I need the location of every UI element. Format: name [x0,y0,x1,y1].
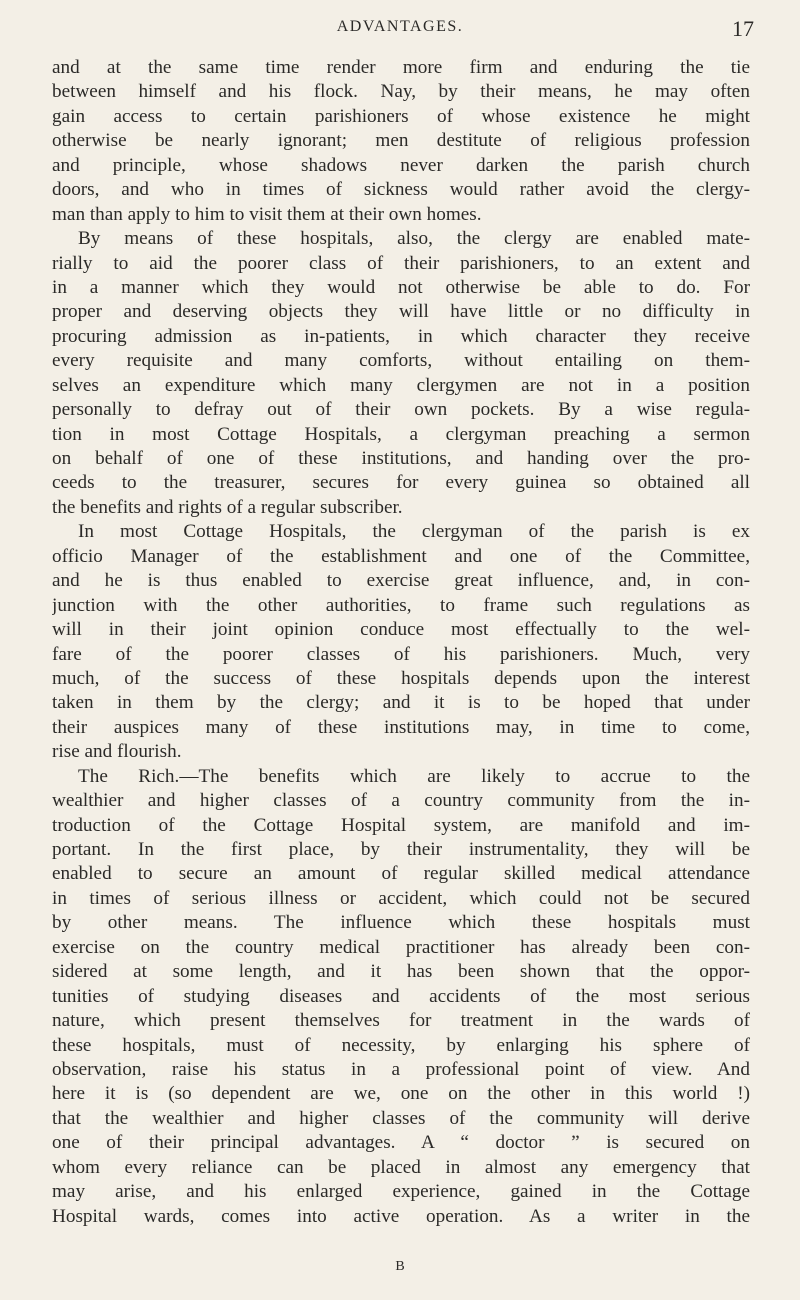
text-line: one of their principal advantages. A “ doctor ” is secured on [52,1132,750,1154]
text-line: whom every reliance can be placed in almost any emergency that [52,1156,750,1178]
text-line: the benefits and rights of a regular subscriber. [52,496,403,518]
text-line: and at the same time render more firm and enduring the tie [52,57,750,78]
text-line: will in their joint opinion conduce most effectually to the wel- [52,619,750,641]
text-line: sidered at some length, and it has been shown that the oppor- [52,961,750,983]
text-line: officio Manager of the establishment and one of the Committee, [52,545,750,567]
text-line: between himself and his flock. Nay, by their means, he may often [52,81,750,103]
text-line: by other means. The influence which these hospitals must [52,912,750,934]
text-line: enabled to secure an amount of regular skilled medical attendance [52,863,750,885]
text-line: troduction of the Cottage Hospital system, are manifold and im- [52,814,750,836]
text-line: doors, and who in times of sickness would rather avoid the clergy- [52,179,750,201]
text-line: junction with the other authorities, to frame such regulations as [52,594,750,616]
text-line: much, of the success of these hospitals depends upon the interest [52,667,750,689]
text-line: observation, raise his status in a professional point of view. And [52,1058,750,1080]
text-line: ceeds to the treasurer, secures for every guinea so obtained all [52,472,750,494]
text-line: rially to aid the poorer class of their parishioners, to an extent and [52,252,750,274]
text-line: and principle, whose shadows never darken the parish church [52,154,750,176]
text-line: fare of the poorer classes of his parishioners. Much, very [52,643,750,665]
text-line: taken in them by the clergy; and it is to be hoped that under [52,692,750,714]
text-line: personally to defray out of their own pockets. By a wise regula- [52,399,750,421]
text-line: otherwise be nearly ignorant; men destitute of religious profession [52,130,750,152]
text-line: every requisite and many comforts, without entailing on them- [52,350,750,372]
text-line: nature, which present themselves for treatment in the wards of [52,1010,750,1032]
text-line: proper and deserving objects they will have little or no difficulty in [52,301,750,323]
text-line: By means of these hospitals, also, the clergy are enabled mate- [78,228,750,250]
text-line: tunities of studying diseases and accidents of the most serious [52,985,750,1007]
text-line: selves an expenditure which many clergymen are not in a position [52,374,750,396]
text-line: here it is (so dependent are we, one on the other in this world !) [52,1083,750,1105]
text-line: may arise, and his enlarged experience, gained in the Cottage [52,1181,750,1203]
signature-mark: B [395,1259,405,1274]
text-line: and he is thus enabled to exercise great influence, and, in con- [52,570,750,592]
text-line: procuring admission as in-patients, in which character they receive [52,325,750,347]
text-line: on behalf of one of these institutions, and handing over the pro- [52,448,750,469]
text-line: that the wealthier and higher classes of the community will derive [52,1107,750,1129]
text-line: gain access to certain parishioners of whose existence he might [52,105,750,127]
running-head [0,16,800,46]
text-line: tion in most Cottage Hospitals, a clergyman preaching a sermon [52,423,750,445]
text-line: in times of serious illness or accident, which could not be secured [52,887,750,909]
text-line: man than apply to him to visit them at their own homes. [52,203,482,225]
text-line: exercise on the country medical practitioner has already been con- [52,936,750,958]
text-line: portant. In the first place, by their instrumentality, they will be [52,839,750,860]
text-line: these hospitals, must of necessity, by enlarging his sphere of [52,1034,750,1056]
body-text [52,56,750,1229]
page-number: 17 [732,16,754,41]
running-title: ADVANTAGES. [336,18,464,35]
text-line: rise and flourish. [52,741,182,763]
text-line: Hospital wards, comes into active operation. As a writer in the [52,1205,750,1227]
text-line: wealthier and higher classes of a country community from the in- [52,790,750,812]
text-line: In most Cottage Hospitals, the clergyman of the parish is ex [78,521,750,543]
text-line: in a manner which they would not otherwise be able to do. For [52,276,750,298]
text-line: their auspices many of these institutions may, in time to come, [52,716,750,738]
text-line: The Rich.—The benefits which are likely to accrue to the [78,765,750,787]
